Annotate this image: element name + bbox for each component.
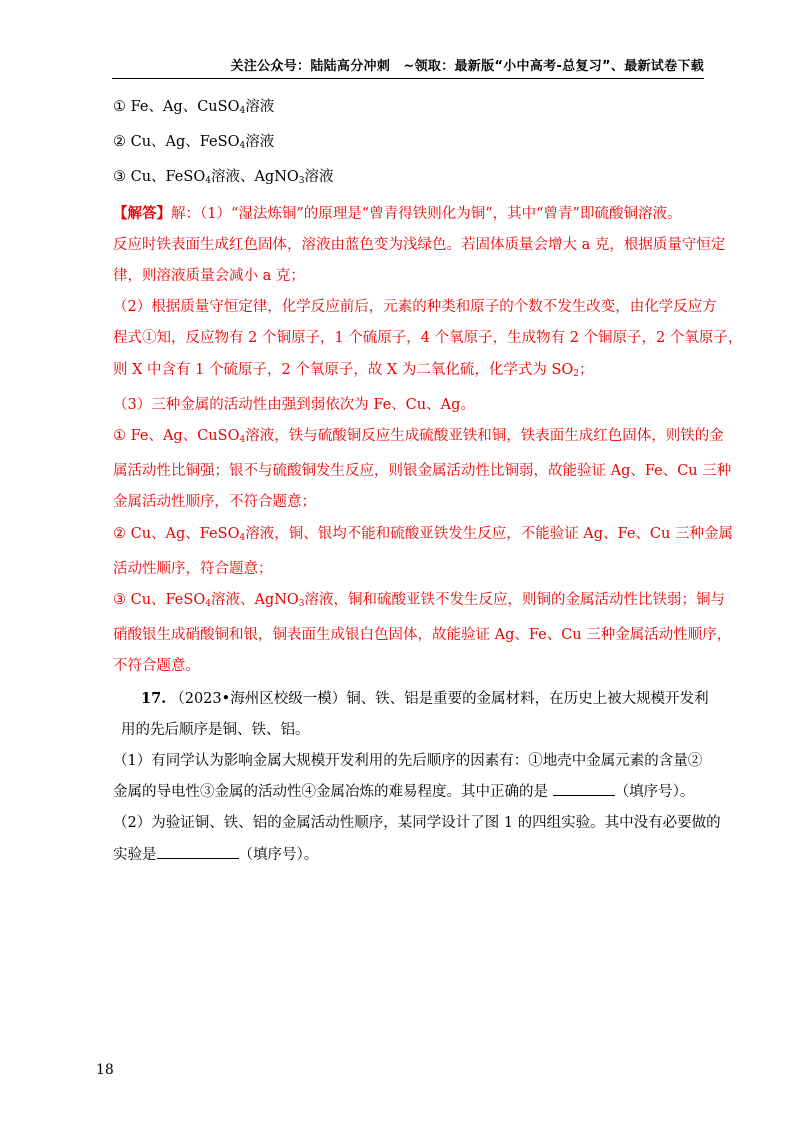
option-2: ② Cu、Ag、FeSO$_4$溶液 (113, 134, 275, 152)
document-body (113, 92, 743, 871)
question-17: 17. （2023•海州区校级一模）铜、铁、铝是重要的金属材料，在历史上被大规模开发利 用的先后顺序是铜、铁、铝。 （1）有同学认为影响金属大规模开发利用的先后顺序的因素有：①地壳中金属元素的含量② 金属的导电性③金属的活动性④金属冶炼的难易程度。其中正确的是 （填序号）。 （2）为验证铜、铁、铝的金属活动性顺序，某同学设计了图 1 的四组实验。其中没有必要做的 实验是 （填序号）。 (113, 689, 721, 863)
answer-section: 【解答】解：（1）“湿法炼铜”的原理是“曾青得铁则化为铜”，其中“曾青”即硫酸铜溶液。 反应时铁表面生成红色固体，溶液由蓝色变为浅绿色。若固体质量会增大 a 克，根据质量守恒定 律，则溶液质量会减小 a 克； （2）根据质量守恒定律，化学反应前后，元素的种类和原子的个数不发生改变，由化学反应方 程式①知，反应物有 2 个铜原子，1 个硫原子，4 个氧原子，生成物有 2 个铜原子，2 个氧原子， 则 X 中含有 1 个硫原子，2 个氧原子，故 X 为二氧化硫，化学式为 $SO_2$； （3）三种金属的活动性由强到弱依次为 Fe、Cu、Ag。 ① Fe、Ag、CuSO$_4$溶液，铁与硫酸铜反应生成硫酸亚铁和铜，铁表面生成红色固体，则铁的金 属活动性比铜强；银不与硫酸铜发生反应，则银金属活动性比铜弱，故能验证 Ag、Fe、Cu 三种 金属活动性顺序，不符合题意； ② Cu、Ag、FeSO$_4$溶液，铜、银均不能和硫酸亚铁发生反应，不能验证 Ag、Fe、Cu 三种金属 活动性顺序，符合题意； ③ Cu、FeSO$_4$溶液、AgNO$_3$溶液，铜和硫酸亚铁不发生反应，则铜的金属活动性比铁弱；铜与 硝酸银生成硝酸铜和银，铜表面生成银白色固体，故能验证 Ag、Fe、Cu 三种金属活动性顺序， 不符合题意。 (113, 204, 743, 675)
question-number: 17. (141, 689, 167, 707)
option-3: ③ Cu、FeSO$_4$溶液、AgNO$_3$溶液 (113, 169, 334, 187)
answer-tag: 【解答】 (113, 204, 171, 222)
answer-blank-2[interactable] (157, 844, 239, 859)
header-rule (112, 78, 704, 79)
page-header: 关注公众号：陆陆高分冲刺 ~领取：最新版“小中高考-总复习”、最新试卷下载 (230, 59, 704, 74)
option-1: ① Fe、Ag、CuSO$_4$溶液 (113, 99, 275, 116)
answer-blank-1[interactable] (553, 781, 615, 796)
page-number: 18 (96, 1062, 114, 1078)
